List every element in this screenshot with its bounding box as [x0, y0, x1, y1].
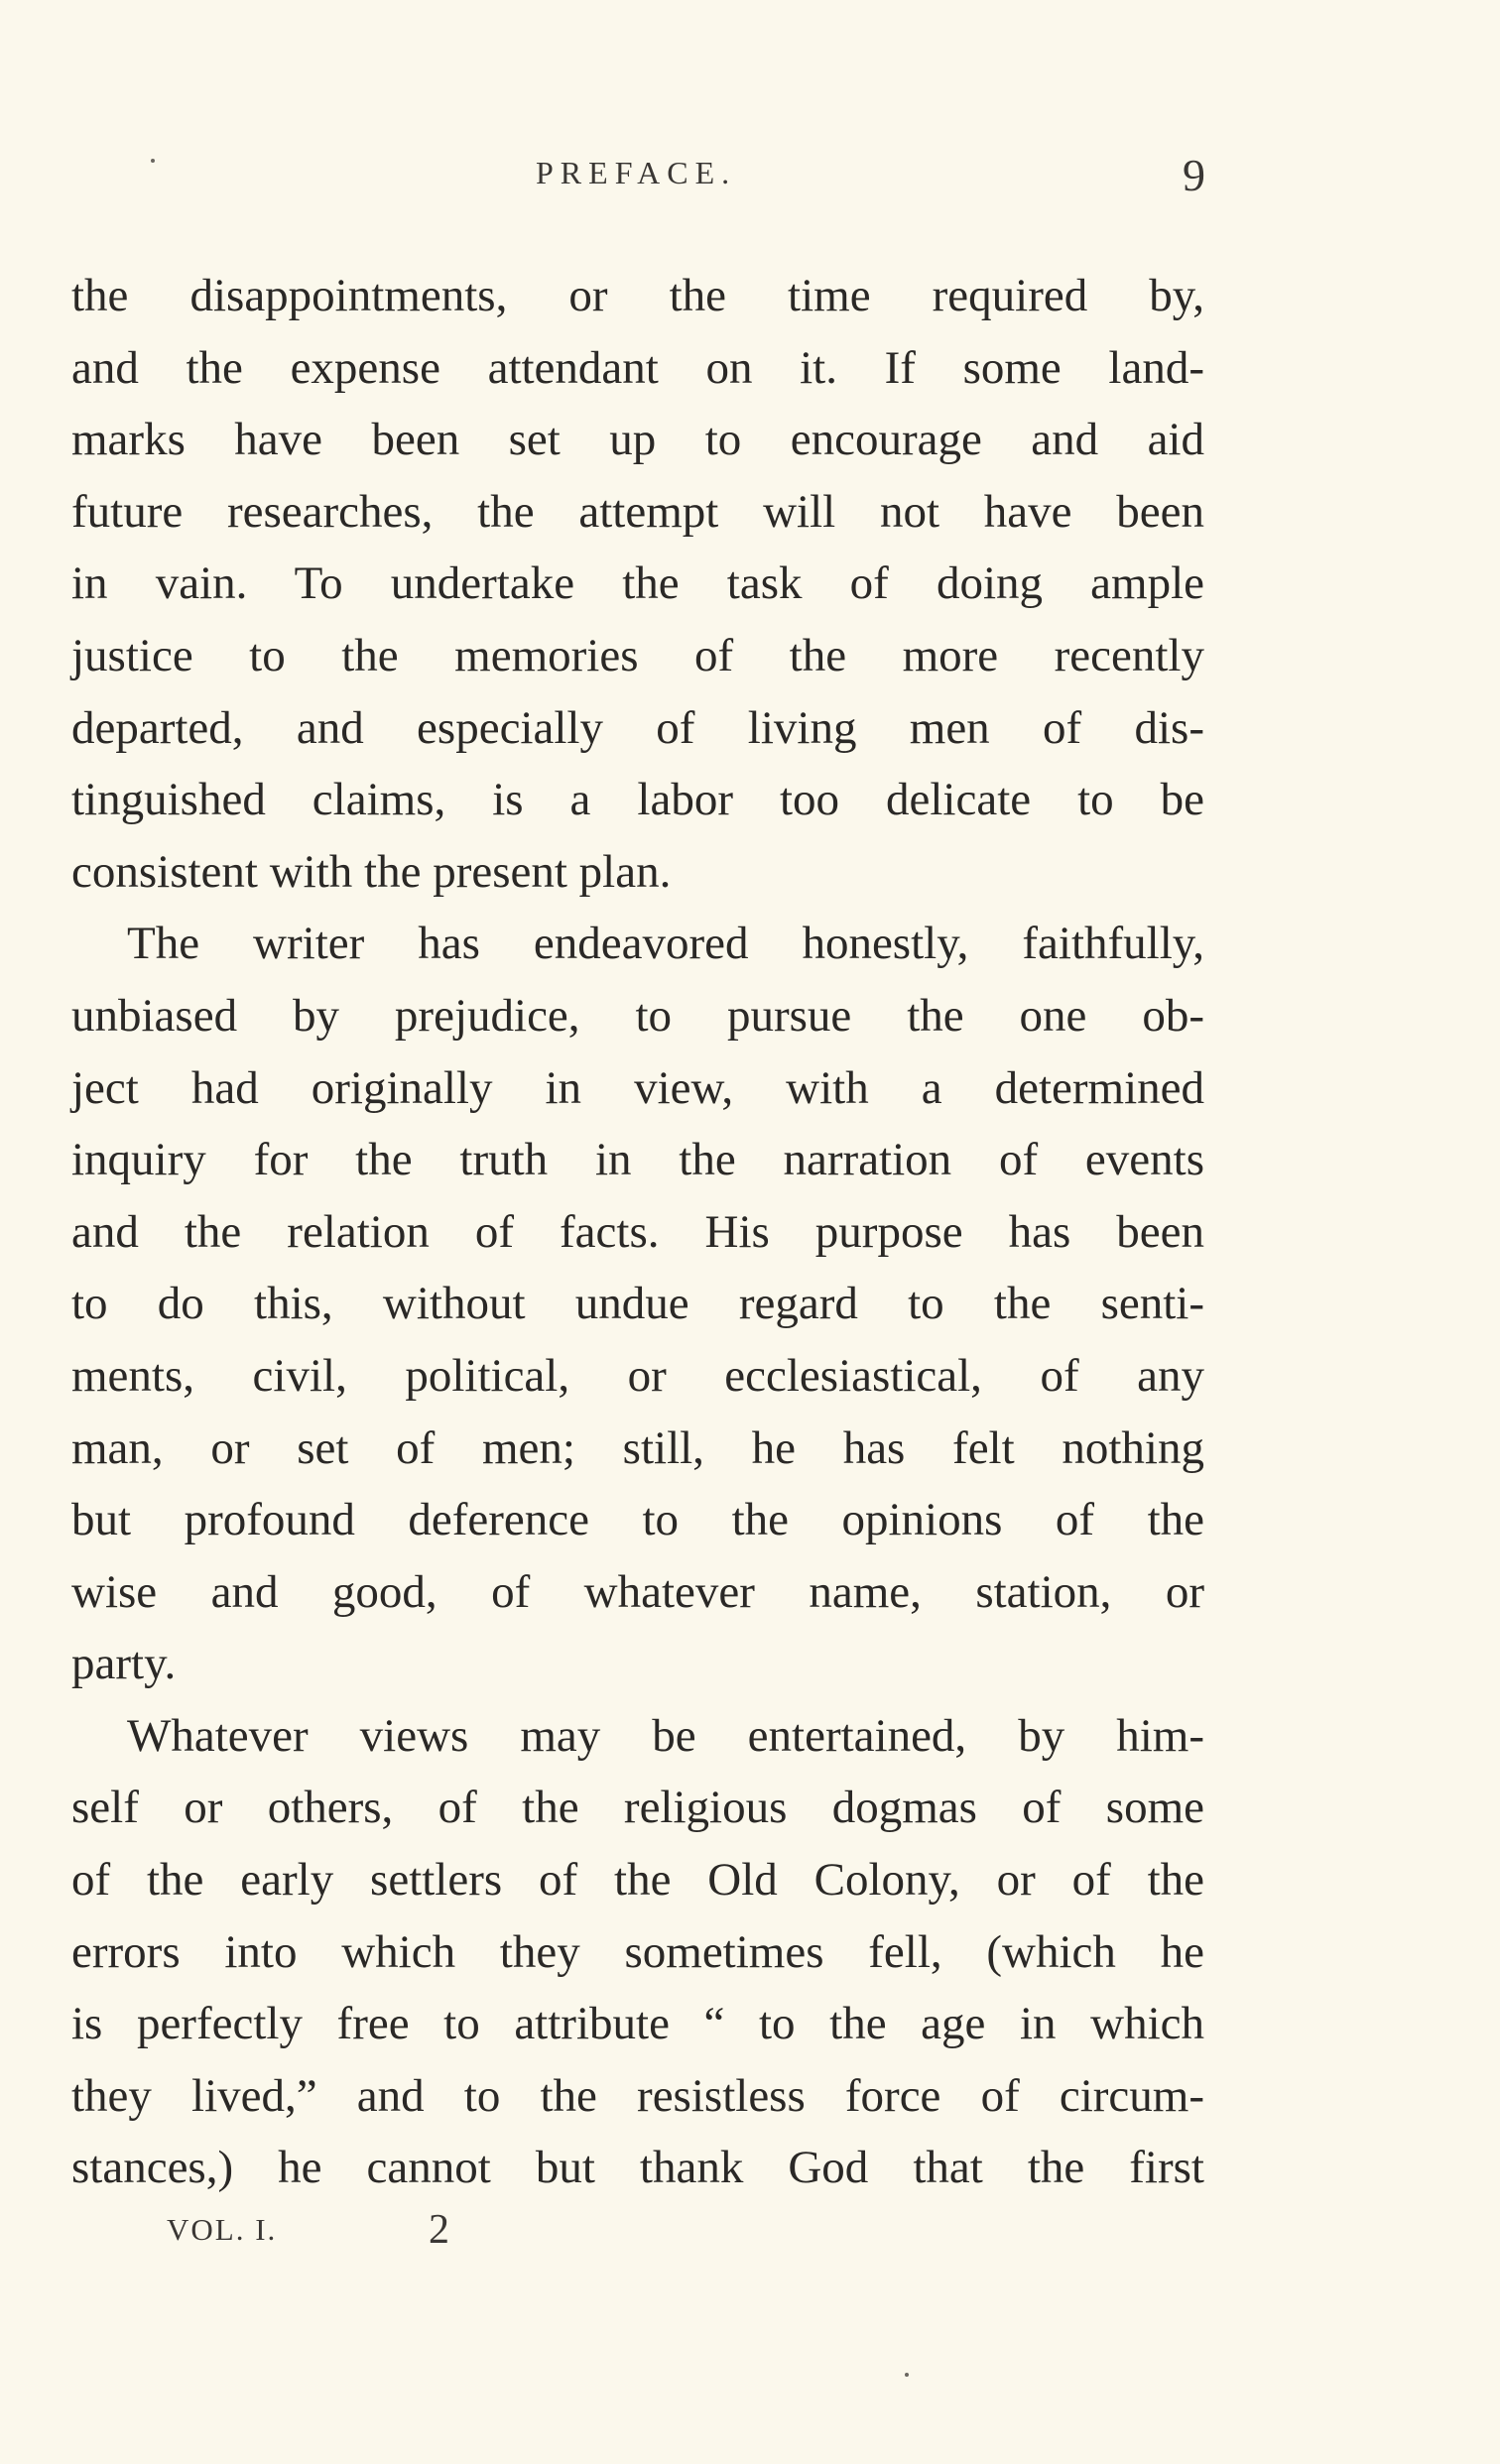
text-line: stances,) he cannot but thank God that the first	[71, 2142, 1204, 2194]
text-line: to do this, without undue regard to the senti-	[71, 1278, 1204, 1330]
body-text	[71, 260, 1204, 2204]
text-line: inquiry for the truth in the narration of events	[71, 1134, 1204, 1186]
text-line: and the relation of facts. His purpose has been	[71, 1205, 1204, 1258]
page-footer	[0, 2206, 1500, 2266]
text-line: future researches, the attempt will not have been	[71, 485, 1204, 538]
text-line: justice to the memories of the more recently	[71, 629, 1204, 681]
text-line: they lived,” and to the resistless force of circum-	[71, 2069, 1204, 2122]
text-line: marks have been set up to encourage and aid	[71, 414, 1204, 466]
page-header	[0, 149, 1500, 208]
text-line: tinguished claims, is a labor too delicate to be	[71, 774, 1204, 826]
text-line: wise and good, of whatever name, station, or	[71, 1565, 1204, 1618]
text-line: is perfectly free to attribute “ to the age in which	[71, 1998, 1204, 2050]
running-head: PREFACE.	[536, 155, 737, 190]
text-line: Whatever views may be entertained, by him-	[127, 1709, 1204, 1762]
text-line: but profound deference to the opinions of the	[71, 1494, 1204, 1546]
page-number: 9	[1183, 150, 1205, 200]
text-line: The writer has endeavored honestly, faithfully,	[127, 918, 1204, 970]
text-line: unbiased by prejudice, to pursue the one ob-	[71, 989, 1204, 1042]
text-line: man, or set of men; still, he has felt nothing	[71, 1421, 1204, 1474]
text-line: ments, civil, political, or ecclesiastical, of any	[71, 1349, 1204, 1402]
text-line: departed, and especially of living men of dis-	[71, 701, 1204, 754]
text-line: ject had originally in view, with a determined	[71, 1061, 1204, 1114]
text-line: in vain. To undertake the task of doing ample	[71, 557, 1204, 610]
text-line: of the early settlers of the Old Colony, or of the	[71, 1854, 1204, 1907]
text-line: consistent with the present plan.	[71, 845, 672, 898]
text-line: party.	[71, 1638, 177, 1690]
text-line: the disappointments, or the time required by,	[71, 270, 1204, 321]
ink-speck	[905, 2373, 909, 2377]
text-line: and the expense attendant on it. If some land-	[71, 341, 1204, 394]
text-line: self or others, of the religious dogmas of some	[71, 1782, 1204, 1834]
text-line: errors into which they sometimes fell, (which he	[71, 1925, 1204, 1978]
signature-volume: VOL. I.	[167, 2212, 278, 2247]
signature-mark: 2	[429, 2207, 449, 2253]
